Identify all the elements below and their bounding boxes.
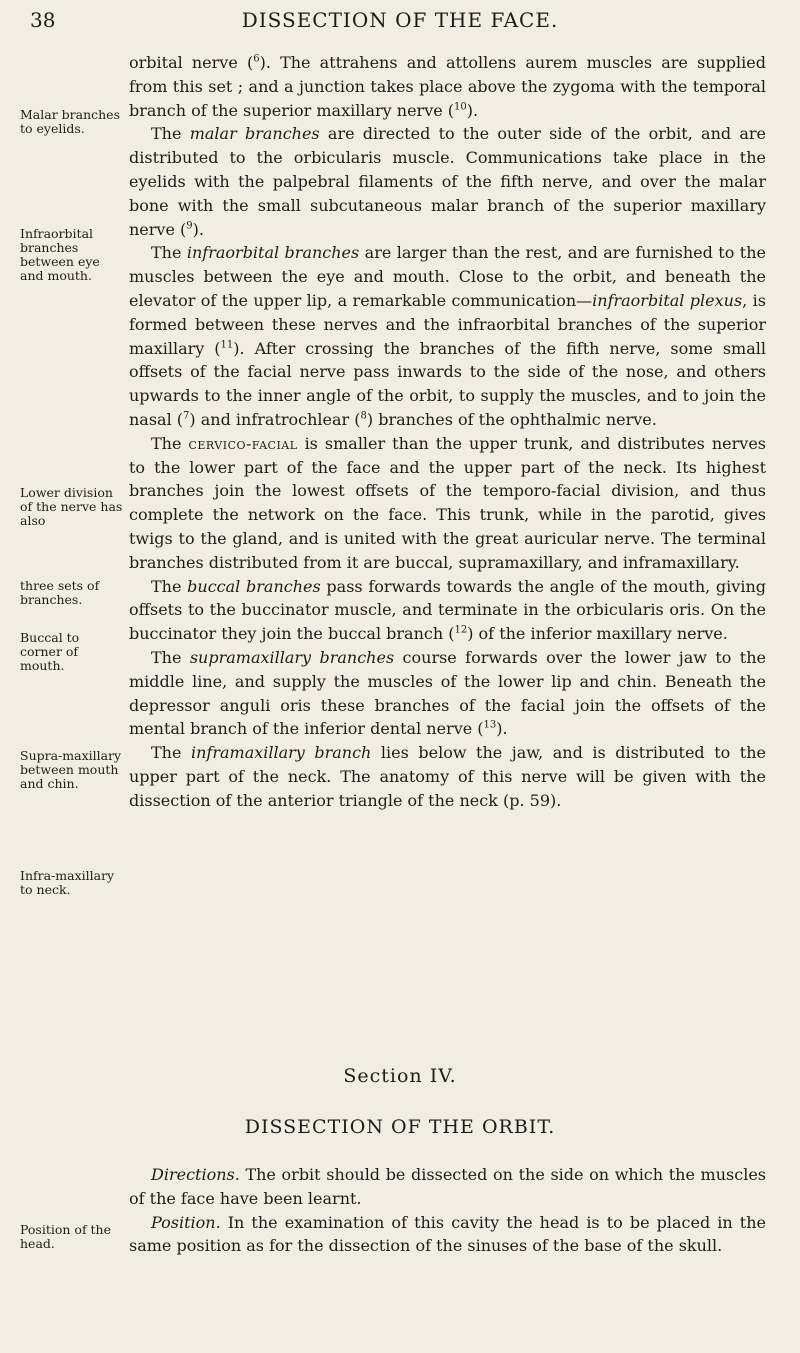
section-title: Section IV. xyxy=(343,1065,457,1087)
paragraph-inframaxillary-branch: The inframaxillary branch lies below the jaw, and is distributed to the upper part of the neck. The anatomy of this nerve will be given with the dissection of the anterior triangle of the neck (p. 59). xyxy=(129,743,767,810)
running-title: DISSECTION OF THE FACE. xyxy=(241,8,559,32)
margin-note-lower-division: Lower division of the nerve has also xyxy=(20,485,123,528)
paragraph-malar-branches: The malar branches are directed to the outer side of the orbit, and are distributed to the orbicularis muscle. Communications take place in the eyelids with the palpebral filaments of the fifth nerve, and over the malar bone with the small subcutaneous malar branch of the superior maxillary nerve ($^9$). xyxy=(129,124,767,239)
paragraph-cervico-facial: The cervico-facial is smaller than the upper trunk, and distributes nerves to the lower part of the face and the upper part of the neck. Its highest branches join the lowest offsets of the temporo-facial division, and thus complete the network on the face. This trunk, while in the parotid, gives twigs to the gland, and is united with the great auricular nerve. The terminal branches distributed from it are buccal, supramaxillary, and inframaxillary. xyxy=(129,433,766,572)
margin-note-three-sets: three sets of branches. xyxy=(20,578,100,607)
paragraph-buccal-branches: The buccal branches pass forwards towards the angle of the mouth, giving offsets to the buccinator muscle, and terminate in the orbicularis oris. On the buccinator they join the buccal branch ($^{12}$) of the inferior maxillary nerve. xyxy=(129,576,766,644)
paragraph-position: Position. In the examination of this cavity the head is to be placed in the same position as for the dissection of the sinuses of the base of the skull. xyxy=(129,1212,766,1256)
section-body-text xyxy=(129,1163,766,1258)
margin-note-infraorbital: Infraorbital branches between eye and mouth. xyxy=(20,226,100,283)
margin-note-malar: Malar branches to eyelids. xyxy=(20,107,120,136)
margin-note-buccal: Buccal to corner of mouth. xyxy=(20,630,80,673)
paragraph-infraorbital-branches: The infraorbital branches are larger than the rest, and are furnished to the muscles between the eye and mouth. Close to the orbit, and beneath the elevator of the upper lip, a remarkable communication—infraorbital plexus, is formed between these nerves and the infraorbital branches of the superior maxillary ($^{11}$). After crossing the branches of the fifth nerve, some small offsets of the facial nerve pass inwards to the side of the nose, and others upwards to the inner angle of the orbit, to supply the muscles, and to join the nasal ($^7$) and infratrochlear ($^8$) branches of the ophthalmic nerve. xyxy=(129,243,766,429)
paragraph-supramaxillary-branches: The supramaxillary branches course forwards over the lower jaw to the middle line, and supply the muscles of the lower lip and chin. Beneath the depressor anguli oris these branches of the facial join the offsets of the mental branch of the inferior dental nerve ($^{13}$). xyxy=(129,647,766,739)
margin-note-inframaxillary: Infra-maxillary to neck. xyxy=(20,868,115,897)
paragraph-directions: Directions. The orbit should be dissected on the side on which the muscles of the face have been learnt. xyxy=(129,1165,766,1208)
margin-note-position-head: Position of the head. xyxy=(20,1222,112,1251)
paragraph-orbital-nerve: orbital nerve ($^6$). The attrahens and attollens aurem muscles are supplied from this set ; and a junction takes place above the zygoma with the temporal branch of the superior maxillary nerve ($^{10}$). xyxy=(129,53,766,120)
section-subtitle: DISSECTION OF THE ORBIT. xyxy=(244,1116,556,1138)
margin-note-supramaxillary: Supra-maxillary between mouth and chin. xyxy=(20,748,122,791)
page-number: 38 xyxy=(30,8,56,32)
body-text xyxy=(129,51,766,813)
